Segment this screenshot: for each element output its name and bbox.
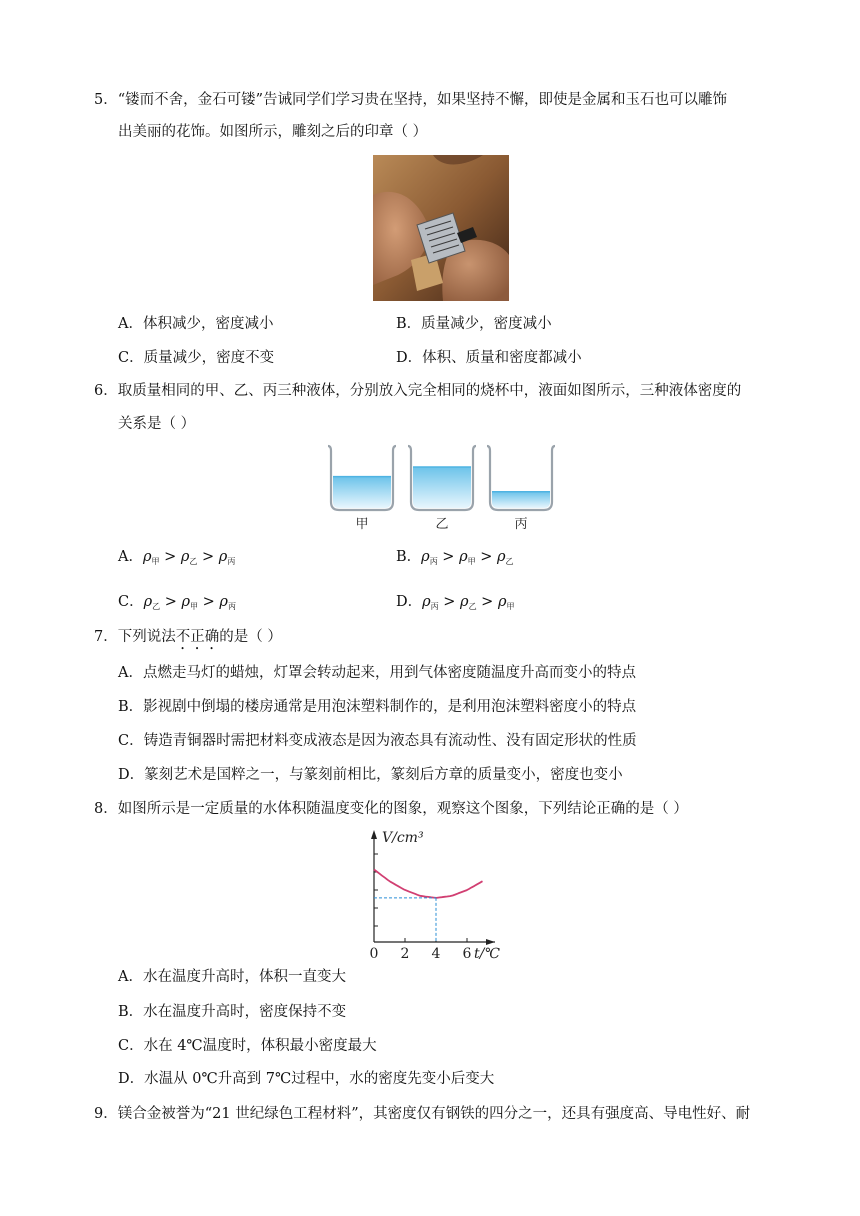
y-axis-arrow bbox=[371, 830, 377, 839]
rho-subscript: 丙 bbox=[227, 602, 236, 611]
rho-symbol: $\rho_丙$ bbox=[218, 549, 236, 566]
q6-option-b: B．$\rho_丙 > \rho_甲 > \rho_乙$ bbox=[396, 549, 514, 566]
x-tick-label: 2 bbox=[400, 946, 410, 962]
greater-than-sign: > bbox=[475, 549, 497, 565]
rho-subscript: 甲 bbox=[190, 602, 199, 611]
rho-symbol: $\rho_乙$ bbox=[496, 549, 514, 566]
q7-emphasis: 不正确 bbox=[175, 629, 220, 645]
q6-option-c-formula bbox=[144, 594, 236, 610]
q8-option-d: D．水温从 0℃升高到 7℃过程中，水的密度先变小后变大 bbox=[118, 1071, 495, 1087]
rho-symbol: $\rho_甲$ bbox=[497, 594, 515, 611]
q6-option-a-formula bbox=[143, 549, 235, 565]
q8-line-1: 8．如图所示是一定质量的水体积随温度变化的图象，观察这个图象，下列结论正确的是（ ） bbox=[94, 801, 688, 817]
greater-than-sign: > bbox=[159, 549, 181, 565]
rho-symbol: $\rho_丙$ bbox=[421, 549, 438, 566]
q6-option-c: C．$\rho_乙 > \rho_甲 > \rho_丙$ bbox=[118, 594, 236, 611]
greater-than-sign: > bbox=[160, 594, 182, 610]
q5-option-b: B．质量减少，密度减小 bbox=[396, 316, 552, 332]
beakers-figure bbox=[325, 444, 560, 536]
q6-option-b-formula bbox=[421, 549, 513, 565]
q8-option-c: C．水在 4℃温度时，体积最小密度最大 bbox=[118, 1038, 377, 1054]
x-axis-label: t/℃ bbox=[473, 946, 501, 962]
rho-subscript: 乙 bbox=[189, 557, 198, 566]
x-tick-label: 0 bbox=[369, 946, 379, 962]
y-axis-label: V/cm³ bbox=[382, 830, 424, 846]
q8-option-a: A．水在温度升高时，体积一直变大 bbox=[118, 969, 346, 985]
x-axis-arrow bbox=[486, 939, 495, 945]
q6-option-d: D．$\rho_丙 > \rho_乙 > \rho_甲$ bbox=[396, 594, 515, 611]
rho-symbol: $\rho_乙$ bbox=[460, 594, 477, 611]
rho-subscript: 丙 bbox=[429, 557, 438, 566]
greater-than-sign: > bbox=[197, 549, 219, 565]
rho-symbol: $\rho_丙$ bbox=[422, 594, 439, 611]
beaker-label: 丙 bbox=[514, 517, 528, 532]
x-tick-label: 6 bbox=[462, 946, 472, 962]
q6-line-1: 6．取质量相同的甲、乙、丙三种液体，分别放入完全相同的烧杯中，液面如图所示，三种液体密度的 bbox=[94, 383, 742, 399]
q7-option-b: B．影视剧中倒塌的楼房通常是用泡沫塑料制作的，是利用泡沫塑料密度小的特点 bbox=[118, 699, 637, 715]
rho-subscript: 乙 bbox=[468, 602, 477, 611]
q6-option-d-formula bbox=[422, 594, 514, 610]
rho-symbol: $\rho_乙$ bbox=[180, 549, 198, 566]
q6-option-a: A．$\rho_甲 > \rho_乙 > \rho_丙$ bbox=[118, 549, 236, 566]
greater-than-sign: > bbox=[437, 549, 460, 565]
volume-temperature-chart bbox=[355, 826, 520, 962]
beaker-label: 乙 bbox=[435, 517, 449, 532]
q7-option-a: A．点燃走马灯的蜡烛，灯罩会转动起来，用到气体密度随温度升高而变小的特点 bbox=[118, 665, 636, 681]
q5-option-d: D．体积、质量和密度都减小 bbox=[396, 350, 582, 366]
q7-option-d: D．篆刻艺术是国粹之一，与篆刻前相比，篆刻后方章的质量变小，密度也变小 bbox=[118, 767, 623, 783]
rho-subscript: 甲 bbox=[506, 602, 515, 611]
q9-line-1: 9．镁合金被誉为“21 世纪绿色工程材料”，其密度仅有钢铁的四分之一，还具有强度高、导电性好、耐 bbox=[94, 1106, 751, 1122]
q5-line-2: 出美丽的花饰。如图所示，雕刻之后的印章（ ） bbox=[118, 124, 428, 140]
rho-symbol: $\rho_甲$ bbox=[181, 594, 199, 611]
rho-subscript: 甲 bbox=[467, 557, 476, 566]
beaker-label: 甲 bbox=[355, 517, 369, 532]
rho-subscript: 丙 bbox=[227, 557, 236, 566]
q5-line-1: 5．“镂而不舍，金石可镂”告诫同学们学习贵在坚持，如果坚持不懈，即使是金属和玉石也可以雕饰 bbox=[94, 92, 728, 108]
q7-option-c: C．铸造青铜器时需把材料变成液态是因为液态具有流动性、没有固定形状的性质 bbox=[118, 733, 637, 749]
volume-curve bbox=[374, 870, 483, 898]
rho-subscript: 乙 bbox=[152, 602, 161, 611]
q5-option-c: C．质量减少，密度不变 bbox=[118, 350, 275, 366]
beaker-liquid bbox=[413, 467, 471, 508]
beaker-liquid bbox=[333, 477, 391, 508]
rho-symbol: $\rho_丙$ bbox=[219, 594, 236, 611]
q5-option-a: A．体积减少，密度减小 bbox=[118, 316, 274, 332]
rho-subscript: 乙 bbox=[505, 557, 514, 566]
greater-than-sign: > bbox=[438, 594, 461, 610]
seal-carving-photo bbox=[373, 155, 509, 301]
rho-symbol: $\rho_甲$ bbox=[142, 549, 160, 566]
greater-than-sign: > bbox=[476, 594, 498, 610]
rho-symbol: $\rho_乙$ bbox=[143, 594, 161, 611]
rho-symbol: $\rho_甲$ bbox=[459, 549, 476, 566]
greater-than-sign: > bbox=[198, 594, 220, 610]
q6-line-2: 关系是（ ） bbox=[118, 416, 196, 432]
rho-subscript: 丙 bbox=[430, 602, 439, 611]
rho-subscript: 甲 bbox=[151, 557, 160, 566]
q7-stem: 7．下列说法不正确的是（ ） bbox=[94, 629, 282, 645]
q8-option-b: B．水在温度升高时，密度保持不变 bbox=[118, 1004, 347, 1020]
beaker-liquid bbox=[492, 492, 550, 508]
x-tick-label: 4 bbox=[431, 946, 441, 962]
